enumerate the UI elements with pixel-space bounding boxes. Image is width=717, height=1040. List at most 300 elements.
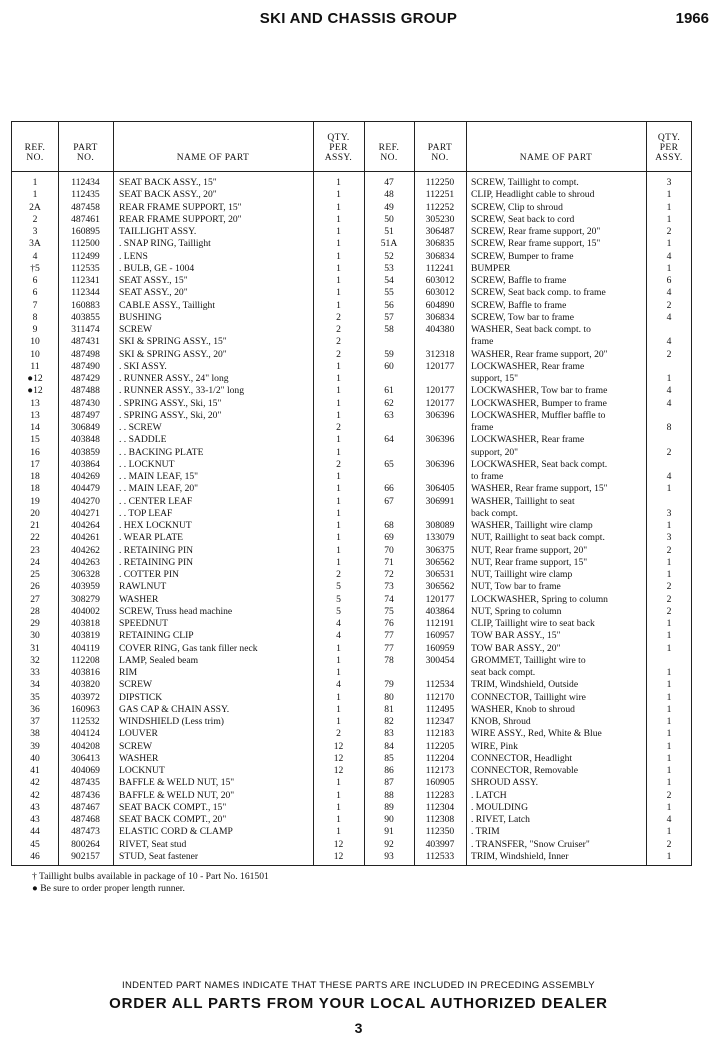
qty-cell: 1 bbox=[666, 569, 672, 580]
part-cell: 112500 bbox=[71, 238, 100, 250]
table-row bbox=[364, 581, 693, 593]
part-cell: 306396 bbox=[425, 409, 455, 421]
qty-cell: 1 bbox=[336, 483, 341, 495]
part-cell: 487497 bbox=[71, 409, 100, 421]
part-cell: 487458 bbox=[71, 201, 100, 213]
part-cell: 112208 bbox=[71, 654, 100, 666]
name-cell: NUT, Spring to column bbox=[471, 605, 562, 617]
ref-cell: 10 bbox=[30, 348, 40, 360]
part-cell: 403820 bbox=[71, 679, 100, 691]
qty-cell: 1 bbox=[336, 532, 341, 544]
table-row bbox=[364, 251, 693, 263]
ref-cell: 63 bbox=[384, 409, 394, 421]
name-cell: BUSHING bbox=[119, 311, 162, 323]
ref-cell: 42 bbox=[30, 789, 40, 801]
name-cell: SPEEDNUT bbox=[119, 618, 169, 629]
qty-cell: 1 bbox=[666, 189, 672, 201]
name-cell: NUT, Tow bar to frame bbox=[471, 581, 561, 593]
ref-cell: 60 bbox=[384, 360, 394, 372]
ref-cell: 28 bbox=[30, 605, 40, 617]
part-cell: 160957 bbox=[425, 630, 455, 642]
table-row bbox=[12, 692, 364, 704]
name-cell: TAILLIGHT ASSY. bbox=[119, 226, 197, 237]
table-row bbox=[12, 336, 364, 348]
ref-cell: 10 bbox=[30, 336, 40, 348]
ref-cell: 2A bbox=[29, 201, 41, 213]
name-cell: SEAT BACK COMPT., 20" bbox=[119, 814, 227, 825]
name-cell: SCREW, Bumper to frame bbox=[471, 250, 574, 262]
part-cell: 112191 bbox=[425, 618, 455, 629]
table-row bbox=[364, 679, 693, 691]
header-ref-right: REF. NO. bbox=[378, 143, 400, 163]
part-cell: 160895 bbox=[71, 226, 100, 237]
qty-cell: 12 bbox=[333, 838, 344, 850]
part-cell: 487498 bbox=[71, 348, 100, 360]
table-row bbox=[364, 177, 693, 189]
part-cell: 603012 bbox=[425, 275, 455, 286]
name-cell: . . LOCKNUT bbox=[119, 458, 175, 470]
name-cell: DIPSTICK bbox=[119, 691, 163, 703]
table-row bbox=[12, 496, 364, 508]
ref-cell: 18 bbox=[30, 471, 40, 482]
ref-cell: 86 bbox=[384, 765, 394, 776]
name-cell: . . MAIN LEAF, 15" bbox=[119, 471, 199, 482]
qty-cell: 1 bbox=[336, 287, 341, 299]
qty-cell: 2 bbox=[666, 789, 672, 801]
table-row bbox=[12, 226, 364, 238]
name-cell: RIM bbox=[119, 667, 138, 678]
name-cell: to frame bbox=[471, 471, 504, 482]
table-row bbox=[364, 324, 693, 336]
name-cell: WASHER, Rear frame support, 15" bbox=[471, 483, 608, 495]
part-cell: 306396 bbox=[425, 458, 455, 470]
name-cell: TOW BAR ASSY., 20" bbox=[471, 642, 561, 654]
ref-cell: 17 bbox=[30, 458, 40, 470]
name-cell: SCREW, Rear frame support, 20" bbox=[471, 226, 601, 237]
table-row bbox=[364, 385, 693, 397]
qty-cell: 1 bbox=[336, 642, 341, 654]
qty-cell: 1 bbox=[336, 262, 341, 274]
qty-cell: 1 bbox=[336, 226, 341, 237]
table-row bbox=[12, 214, 364, 226]
qty-cell: 1 bbox=[336, 471, 341, 482]
table-row bbox=[364, 336, 693, 348]
part-cell: 603012 bbox=[425, 287, 455, 299]
part-cell: 306562 bbox=[425, 556, 455, 568]
table-row bbox=[12, 545, 364, 557]
qty-cell: 1 bbox=[666, 752, 672, 764]
table-row bbox=[12, 765, 364, 777]
qty-cell: 4 bbox=[336, 679, 341, 691]
footnote-taillight: † Taillight bulbs available in package of 10 - Part No. 161501 bbox=[32, 871, 269, 882]
part-cell: 404119 bbox=[71, 642, 100, 654]
ref-cell: 91 bbox=[384, 826, 394, 838]
qty-cell: 12 bbox=[333, 765, 344, 776]
qty-cell: 2 bbox=[666, 581, 672, 593]
part-cell: 112434 bbox=[71, 177, 100, 188]
table-row bbox=[12, 459, 364, 471]
part-cell: 112533 bbox=[425, 850, 455, 862]
table-row bbox=[364, 802, 693, 814]
part-cell: 487488 bbox=[71, 385, 100, 397]
name-cell: NUT, Rear frame support, 15" bbox=[471, 556, 588, 568]
ref-cell: 75 bbox=[384, 605, 394, 617]
name-cell: . RUNNER ASSY., 24" long bbox=[119, 373, 229, 384]
table-row bbox=[12, 398, 364, 410]
ref-cell: 72 bbox=[384, 569, 394, 580]
table-row bbox=[12, 373, 364, 385]
part-cell: 311474 bbox=[71, 324, 100, 335]
ref-cell: 68 bbox=[384, 520, 394, 531]
part-cell: 305230 bbox=[425, 213, 455, 225]
qty-cell: 4 bbox=[666, 250, 672, 262]
ref-cell: 31 bbox=[30, 642, 40, 654]
name-cell: LOCKWASHER, Rear frame bbox=[471, 360, 585, 372]
qty-cell: 1 bbox=[336, 373, 341, 384]
table-row bbox=[364, 557, 693, 569]
name-cell: NUT, Raillight to seat back compt. bbox=[471, 532, 605, 544]
qty-cell: 1 bbox=[666, 667, 672, 678]
name-cell: ELASTIC CORD & CLAMP bbox=[119, 826, 233, 838]
part-cell: 112308 bbox=[425, 814, 455, 825]
qty-cell: 8 bbox=[666, 422, 672, 433]
name-cell: SCREW bbox=[119, 740, 153, 752]
name-cell: support, 15" bbox=[471, 373, 519, 384]
table-row bbox=[364, 483, 693, 495]
table-row bbox=[364, 349, 693, 361]
ref-cell: 6 bbox=[32, 287, 38, 299]
ref-cell: 7 bbox=[32, 299, 38, 311]
table-row bbox=[364, 202, 693, 214]
table-row bbox=[364, 655, 693, 667]
ref-cell: 43 bbox=[30, 814, 40, 825]
ref-cell: 76 bbox=[384, 618, 394, 629]
name-cell: frame bbox=[471, 422, 494, 433]
name-cell: . RIVET, Latch bbox=[471, 814, 530, 825]
table-row bbox=[364, 606, 693, 618]
part-cell: 403864 bbox=[71, 458, 100, 470]
ref-cell: 29 bbox=[30, 618, 40, 629]
qty-cell: 1 bbox=[666, 679, 672, 691]
name-cell: SCREW bbox=[119, 679, 153, 691]
table-row bbox=[364, 667, 693, 679]
part-cell: 404270 bbox=[71, 495, 100, 507]
part-cell: 120177 bbox=[425, 360, 455, 372]
qty-cell: 1 bbox=[336, 654, 341, 666]
ref-cell: 55 bbox=[384, 287, 394, 299]
qty-cell: 1 bbox=[336, 397, 341, 409]
qty-cell: 5 bbox=[336, 605, 341, 617]
part-cell: 306328 bbox=[71, 569, 100, 580]
part-cell: 306562 bbox=[425, 581, 455, 593]
part-cell: 403859 bbox=[71, 446, 100, 458]
ref-cell: 88 bbox=[384, 789, 394, 801]
table-row bbox=[12, 826, 364, 838]
ref-cell: 11 bbox=[30, 360, 40, 372]
name-cell: TRIM, Windshield, Inner bbox=[471, 850, 569, 862]
table-row bbox=[12, 483, 364, 495]
qty-cell: 2 bbox=[666, 593, 672, 605]
part-cell: 306835 bbox=[425, 238, 455, 250]
qty-cell: 2 bbox=[336, 422, 341, 433]
table-row bbox=[12, 581, 364, 593]
table-row bbox=[364, 594, 693, 606]
part-cell: 120177 bbox=[425, 385, 455, 397]
qty-cell: 4 bbox=[666, 397, 672, 409]
part-cell: 403816 bbox=[71, 667, 100, 678]
qty-cell: 1 bbox=[666, 556, 672, 568]
table-row bbox=[364, 790, 693, 802]
name-cell: . MOULDING bbox=[471, 801, 529, 813]
name-cell: . COTTER PIN bbox=[119, 569, 179, 580]
name-cell: back compt. bbox=[471, 507, 518, 519]
part-cell: 403848 bbox=[71, 434, 100, 446]
qty-cell: 2 bbox=[666, 838, 672, 850]
table-row bbox=[12, 287, 364, 299]
name-cell: . TRANSFER, "Snow Cruiser" bbox=[471, 838, 590, 850]
qty-cell: 1 bbox=[336, 495, 341, 507]
part-cell: 112251 bbox=[425, 189, 455, 201]
qty-cell: 3 bbox=[666, 507, 672, 519]
ref-cell: 74 bbox=[384, 593, 394, 605]
qty-cell: 1 bbox=[666, 373, 672, 384]
ref-cell: 79 bbox=[384, 679, 394, 691]
part-cell: 112535 bbox=[71, 262, 100, 274]
table-row bbox=[364, 447, 693, 459]
table-row bbox=[364, 422, 693, 434]
qty-cell: 2 bbox=[336, 569, 341, 580]
name-cell: TRIM, Windshield, Outside bbox=[471, 679, 579, 691]
qty-cell: 1 bbox=[336, 520, 341, 531]
part-cell: 112499 bbox=[71, 250, 100, 262]
ref-cell: 37 bbox=[30, 716, 40, 727]
table-row bbox=[364, 238, 693, 250]
ref-cell: 59 bbox=[384, 348, 394, 360]
name-cell: REAR FRAME SUPPORT, 15" bbox=[119, 201, 242, 213]
table-row bbox=[364, 630, 693, 642]
qty-cell: 1 bbox=[336, 299, 341, 311]
part-cell: 160905 bbox=[425, 777, 455, 789]
part-cell: 487436 bbox=[71, 789, 100, 801]
ref-cell: ●12 bbox=[27, 385, 43, 397]
ref-cell: 26 bbox=[30, 581, 40, 593]
qty-cell: 1 bbox=[666, 201, 672, 213]
ref-cell: 30 bbox=[30, 630, 40, 642]
table-row bbox=[364, 398, 693, 410]
table-row bbox=[364, 434, 693, 446]
name-cell: . . MAIN LEAF, 20" bbox=[119, 483, 199, 495]
qty-cell: 1 bbox=[666, 777, 672, 789]
ref-cell: 2 bbox=[32, 213, 38, 225]
name-cell: . LATCH bbox=[471, 789, 507, 801]
name-cell: SEAT BACK ASSY., 15" bbox=[119, 177, 217, 188]
part-cell: 306413 bbox=[71, 752, 100, 764]
name-cell: WASHER bbox=[119, 593, 159, 605]
name-cell: . . BACKING PLATE bbox=[119, 446, 204, 458]
part-cell: 404261 bbox=[71, 532, 100, 544]
qty-cell: 4 bbox=[336, 618, 341, 629]
table-row bbox=[12, 594, 364, 606]
ref-cell: 64 bbox=[384, 434, 394, 446]
name-cell: KNOB, Shroud bbox=[471, 716, 531, 727]
part-cell: 112183 bbox=[425, 728, 455, 740]
table-row bbox=[364, 410, 693, 422]
ref-cell: 13 bbox=[30, 409, 40, 421]
part-cell: 300454 bbox=[425, 654, 455, 666]
ref-cell: 41 bbox=[30, 765, 40, 776]
name-cell: . . TOP LEAF bbox=[119, 507, 173, 519]
ref-cell: 51A bbox=[380, 238, 398, 250]
qty-cell: 1 bbox=[336, 446, 341, 458]
qty-cell: 4 bbox=[666, 336, 672, 348]
part-cell: 160959 bbox=[425, 642, 455, 654]
ref-cell: 80 bbox=[384, 691, 394, 703]
qty-cell: 1 bbox=[666, 728, 672, 740]
header-part-left: PART NO. bbox=[73, 143, 98, 163]
part-cell: 902157 bbox=[71, 850, 100, 862]
table-row bbox=[12, 655, 364, 667]
qty-cell: 2 bbox=[336, 728, 341, 740]
qty-cell: 1 bbox=[336, 507, 341, 519]
table-row bbox=[12, 300, 364, 312]
ref-cell: 1 bbox=[32, 189, 38, 201]
ref-cell: 54 bbox=[384, 275, 394, 286]
name-cell: . RETAINING PIN bbox=[119, 544, 194, 556]
part-cell: 112173 bbox=[425, 765, 455, 776]
qty-cell: 2 bbox=[336, 311, 341, 323]
table-row bbox=[12, 802, 364, 814]
name-cell: BAFFLE & WELD NUT, 20" bbox=[119, 789, 235, 801]
qty-cell: 4 bbox=[666, 471, 672, 482]
part-cell: 404263 bbox=[71, 556, 100, 568]
table-row bbox=[364, 753, 693, 765]
part-cell: 403997 bbox=[425, 838, 455, 850]
qty-cell: 1 bbox=[336, 544, 341, 556]
table-row bbox=[364, 312, 693, 324]
ref-cell: 53 bbox=[384, 262, 394, 274]
part-cell: 404269 bbox=[71, 471, 100, 482]
part-cell: 404002 bbox=[71, 605, 100, 617]
name-cell: CLIP, Headlight cable to shroud bbox=[471, 189, 595, 201]
table-row bbox=[364, 496, 693, 508]
qty-cell: 2 bbox=[666, 226, 672, 237]
qty-cell: 1 bbox=[666, 262, 672, 274]
name-cell: WASHER, Taillight wire clamp bbox=[471, 520, 593, 531]
table-row bbox=[12, 410, 364, 422]
page-number: 3 bbox=[354, 1020, 363, 1036]
table-row bbox=[12, 753, 364, 765]
ref-cell: 93 bbox=[384, 850, 394, 862]
ref-cell: 18 bbox=[30, 483, 40, 495]
footnotes bbox=[32, 871, 269, 895]
part-cell: 404264 bbox=[71, 520, 100, 531]
ref-cell: 6 bbox=[32, 275, 38, 286]
name-cell: . . CENTER LEAF bbox=[119, 495, 193, 507]
table-row bbox=[12, 312, 364, 324]
ref-cell: 3 bbox=[32, 226, 38, 237]
table-row bbox=[12, 704, 364, 716]
name-cell: SCREW bbox=[119, 324, 153, 335]
part-cell: 133079 bbox=[425, 532, 455, 544]
qty-cell: 1 bbox=[336, 691, 341, 703]
name-cell: . HEX LOCKNUT bbox=[119, 520, 192, 531]
name-cell: . RETAINING PIN bbox=[119, 556, 194, 568]
ref-cell: 82 bbox=[384, 716, 394, 727]
qty-cell: 1 bbox=[336, 434, 341, 446]
part-cell: 306834 bbox=[425, 250, 455, 262]
name-cell: seat back compt. bbox=[471, 667, 536, 678]
part-cell: 306375 bbox=[425, 544, 455, 556]
table-row bbox=[12, 202, 364, 214]
name-cell: SCREW, Taillight to compt. bbox=[471, 177, 579, 188]
qty-cell: 1 bbox=[666, 483, 672, 495]
name-cell: CONNECTOR, Taillight wire bbox=[471, 691, 586, 703]
table-row bbox=[364, 226, 693, 238]
ref-cell: 56 bbox=[384, 299, 394, 311]
name-cell: . LENS bbox=[119, 250, 148, 262]
part-cell: 403864 bbox=[425, 605, 455, 617]
name-cell: SCREW, Seat back comp. to frame bbox=[471, 287, 606, 299]
part-cell: 308089 bbox=[425, 520, 455, 531]
part-cell: 487468 bbox=[71, 814, 100, 825]
ref-cell: 32 bbox=[30, 654, 40, 666]
name-cell: SCREW, Truss head machine bbox=[119, 605, 233, 617]
table-row bbox=[12, 728, 364, 740]
ref-cell: 89 bbox=[384, 801, 394, 813]
qty-cell: 4 bbox=[666, 311, 672, 323]
name-cell: CLIP, Taillight wire to seat back bbox=[471, 618, 595, 629]
left-rows bbox=[12, 177, 364, 863]
table-row bbox=[12, 434, 364, 446]
ref-cell: 14 bbox=[30, 422, 40, 433]
part-cell: 404069 bbox=[71, 765, 100, 776]
part-cell: 306991 bbox=[425, 495, 455, 507]
part-cell: 112435 bbox=[71, 189, 100, 201]
part-cell: 120177 bbox=[425, 593, 455, 605]
part-cell: 487430 bbox=[71, 397, 100, 409]
part-cell: 487490 bbox=[71, 360, 100, 372]
part-cell: 112204 bbox=[425, 752, 455, 764]
ref-cell: 20 bbox=[30, 507, 40, 519]
name-cell: RETAINING CLIP bbox=[119, 630, 194, 642]
name-cell: WIRE ASSY., Red, White & Blue bbox=[471, 728, 602, 740]
name-cell: . WEAR PLATE bbox=[119, 532, 184, 544]
qty-cell: 2 bbox=[336, 324, 341, 335]
qty-cell: 2 bbox=[336, 458, 341, 470]
name-cell: SKI & SPRING ASSY., 15" bbox=[119, 336, 227, 348]
table-row bbox=[364, 545, 693, 557]
qty-cell: 1 bbox=[336, 777, 341, 789]
qty-cell: 1 bbox=[336, 716, 341, 727]
qty-cell: 3 bbox=[666, 177, 672, 188]
qty-cell: 1 bbox=[666, 765, 672, 776]
ref-cell: 81 bbox=[384, 703, 394, 715]
name-cell: COVER RING, Gas tank filler neck bbox=[119, 642, 258, 654]
qty-cell: 1 bbox=[666, 691, 672, 703]
table-row bbox=[12, 790, 364, 802]
name-cell: SEAT ASSY., 15" bbox=[119, 275, 188, 286]
right-rows bbox=[364, 177, 693, 863]
name-cell: WASHER, Knob to shroud bbox=[471, 703, 575, 715]
table-row bbox=[12, 238, 364, 250]
qty-cell: 1 bbox=[336, 360, 341, 372]
name-cell: LOCKWASHER, Bumper to frame bbox=[471, 397, 607, 409]
part-cell: 404124 bbox=[71, 728, 100, 740]
name-cell: NUT, Rear frame support, 20" bbox=[471, 544, 588, 556]
part-cell: 112304 bbox=[425, 801, 455, 813]
part-cell: 112205 bbox=[425, 740, 455, 752]
part-cell: 306396 bbox=[425, 434, 455, 446]
